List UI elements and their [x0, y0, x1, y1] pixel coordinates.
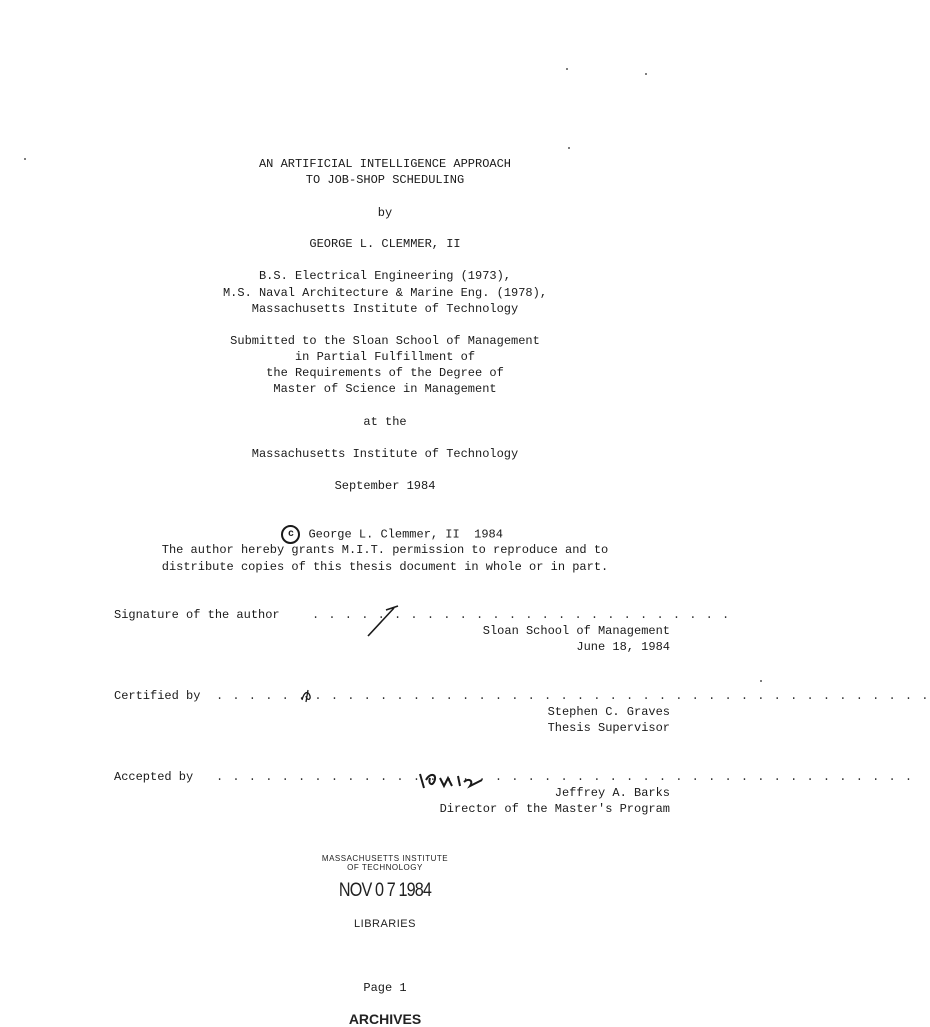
stamp-institute-line: MASSACHUSETTS INSTITUTE	[321, 854, 449, 863]
author-signature-date: June 18, 1984	[576, 640, 670, 654]
certified-signature-mark	[298, 686, 318, 706]
submission-date: September 1984	[334, 479, 436, 493]
stamp-date: NOV 0 7 1984	[338, 880, 432, 901]
director-name: Jeffrey A. Barks	[554, 786, 670, 800]
stamp-technology-line: OF TECHNOLOGY	[347, 863, 423, 872]
submission-line-1: Submitted to the Sloan School of Management	[230, 334, 540, 348]
page-number: Page 1	[363, 981, 407, 995]
scan-speck	[568, 147, 570, 149]
director-title: Director of the Master's Program	[439, 802, 670, 816]
thesis-title-line-2: TO JOB-SHOP SCHEDULING	[305, 173, 465, 187]
accepted-by-label: Accepted by	[114, 770, 194, 784]
archives-stamp: ARCHIVES	[348, 1011, 422, 1027]
scan-speck	[566, 68, 568, 70]
permission-line-1: The author hereby grants M.I.T. permission to reproduce and to	[161, 543, 609, 557]
accepted-signature-mark	[416, 768, 496, 792]
by-label: by	[377, 206, 393, 220]
certified-dotted-line: . . . . . . . . . . . . . . . . . . . . . . . . . . . . . . . . . . . . . . . . . . . .	[216, 689, 930, 703]
at-the-label: at the	[363, 415, 407, 429]
supervisor-title: Thesis Supervisor	[547, 721, 670, 735]
submission-line-3: the Requirements of the Degree of	[266, 366, 504, 380]
stamp-libraries: LIBRARIES	[354, 918, 416, 930]
scan-speck	[760, 680, 762, 682]
submission-line-2: in Partial Fulfillment of	[294, 350, 476, 364]
submission-line-4: Master of Science in Management	[273, 382, 497, 396]
author-school: Sloan School of Management	[482, 624, 670, 638]
certified-by-label: Certified by	[114, 689, 201, 703]
supervisor-name: Stephen C. Graves	[547, 705, 670, 719]
author-signature-dotted-line: . . . . . . . . . . . . . . . . . . . . . . . . . .	[312, 608, 731, 622]
copyright-line	[0, 511, 770, 544]
degree-line-2: M.S. Naval Architecture & Marine Eng. (1978),	[222, 286, 548, 300]
permission-line-2: distribute copies of this thesis document in whole or in part.	[161, 560, 609, 574]
accepted-dotted-line: . . . . . . . . . . . . . . . . . . . . . . . . . . . . . . . . . . . . . . . . . . .	[216, 770, 914, 784]
copyright-text: George L. Clemmer, II 1984	[308, 527, 503, 542]
copyright-icon: c	[281, 525, 300, 544]
scan-speck	[645, 73, 647, 75]
degree-line-1: B.S. Electrical Engineering (1973),	[258, 269, 512, 283]
degree-line-3: Massachusetts Institute of Technology	[251, 302, 519, 316]
author-signature-mark	[364, 602, 404, 642]
author-name: GEORGE L. CLEMMER, II	[309, 237, 461, 251]
thesis-title-line-1: AN ARTIFICIAL INTELLIGENCE APPROACH	[258, 157, 512, 171]
author-signature-label: Signature of the author	[114, 608, 280, 622]
institution-name: Massachusetts Institute of Technology	[251, 447, 519, 461]
